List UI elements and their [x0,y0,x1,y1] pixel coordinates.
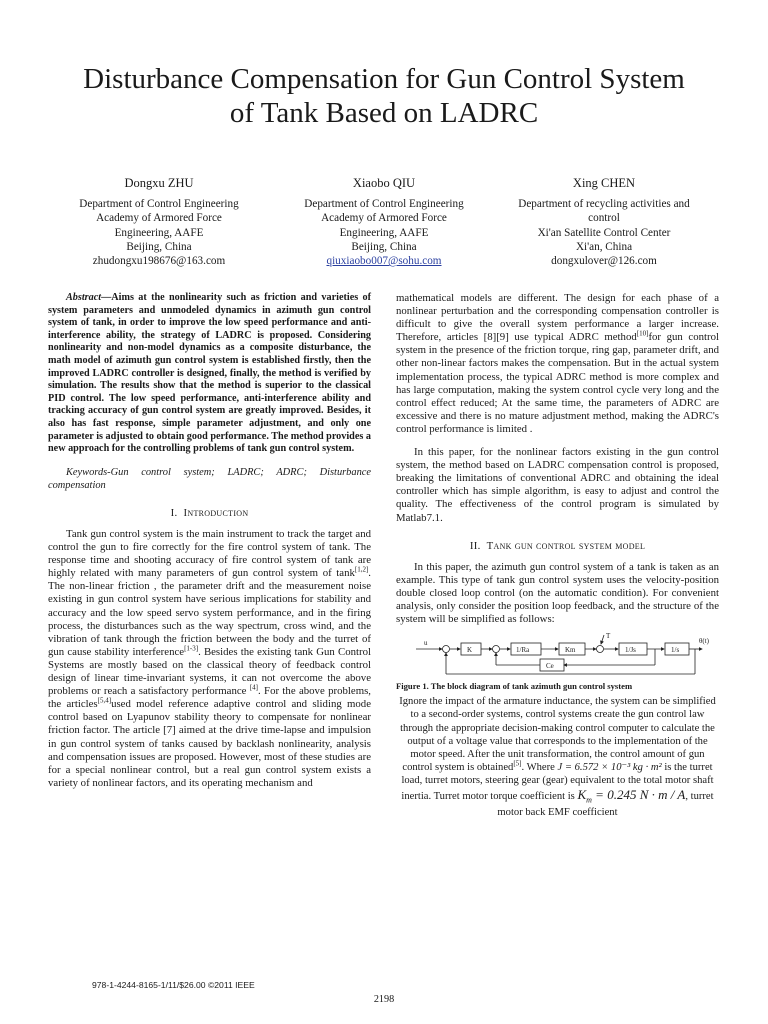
block-label: Km [565,646,576,655]
text-run: for gun control system in the presence of the friction torque, ring gap, parameter drift, and other non-linear factors makes the compensation. But in the actual system implementation process, the typical ADRC method is more complex and has large computation, making the system control cycle very long and the control effect reduced; At the same time, the parameters of ADRC are excessive and there is no mature adjustment method, making the ADRC's control performance is limited . [396,331,719,435]
author-affiliation: Academy of Armored Force [321,212,447,225]
intro-paragraph [48,528,371,790]
text-run: is the turret load, turret motors, steering gear (gear) equivalent to the total motor shaft inertia. Turret motor torque coefficient is [401,762,714,802]
section-number: I. [170,506,178,519]
section-title: Introduction [183,506,249,519]
body-paragraph: In this paper, for the nonlinear factors existing in the gun control system, the method based on LADRC compensation control is proposed, breaking the limitations of conventional ADRC and obtaining the ideal controller which has simple algorithm, is easy to adjust and control the quality. The effectiveness of the control program is simulated by Matlab7.1. [396,446,719,524]
disturbance-label: T [606,632,611,641]
abstract [48,292,371,456]
abstract-text: —Aims at the nonlinearity such as friction and varieties of system parameters and unmodeled dynamics in azimuth gun control system of tank, in order to improve the low speed performance and anti-interference ability, the strategy of LADRC is proposed. Considering nonlinearity and non-model dynamics as a composite disturbance, the math model of azimuth gun control system is established firstly, then the improved LADRC controller is designed, finally, the method is verified by simulation. The results show that the method is superior to the classical PID control. The low speed performance, anti-interference ability and tracking accuracy of gun control system are greatly improved. Besides, it also has fast response, simple parameter adjustment, and only one parameter is adjusted to obtain good performance. The method provides a new approach for the controlling problems of tank gun control system. [48,292,371,455]
math-symbol: K [577,786,587,802]
author-city: Beijing, China [351,240,417,253]
author-affiliation: Department of recycling activities and [518,198,690,211]
summing-junction [493,646,500,653]
copyright-notice: 978-1-4244-8165-1/11/$26.00 ©2011 IEEE [92,980,255,990]
author-affiliation: Department of Control Engineering [79,198,239,211]
block-label: 1/Ra [516,646,530,655]
citation: [5] [513,759,522,768]
figure-caption: Figure 1. The block diagram of tank azimuth gun control system [396,681,633,692]
author-city: Xi'an, China [575,240,633,253]
author-block-1 [44,176,274,268]
block-label: Ce [546,662,554,671]
citation: [4] [249,683,258,692]
citation: [5,4] [97,696,112,705]
block-label: 1/s [671,646,680,655]
citation: [10] [636,329,649,338]
text-run: . The non-linear friction , the parameter drift and the measurement noise existing in gun control system have serious implications for stability and accuracy and the low speed servo system performance, and in the firing process, the disturbances such as the way spectrum, cross wind, and the vibration of tank through the friction between the body and the turret of gun cause stability interference [48,567,371,658]
author-name: Xiaobo QIU [352,176,416,190]
title-line-1: Disturbance Compensation for Gun Control System [83,63,685,95]
author-name: Dongxu ZHU [124,176,194,190]
signal-line [601,635,604,644]
body-paragraph-centered [396,695,719,819]
equation-inertia: J = 6.572 × 10⁻³ kg · m² [557,762,665,774]
author-affiliation: Engineering, AAFE [339,226,429,239]
author-affiliation: Engineering, AAFE [114,226,204,239]
output-label: θ(t) [699,637,709,646]
right-column [396,292,719,820]
block-diagram [396,632,719,676]
text-run: . Where [521,762,558,774]
author-affiliation: Department of Control Engineering [304,198,464,211]
author-affiliation: control [588,212,620,225]
author-email: dongxulover@126.com [551,255,657,268]
math-expression: = 0.245 N · m / A [591,786,686,802]
author-block-2 [269,176,499,268]
author-affiliation: Xi'an Satellite Control Center [537,226,671,239]
author-email-link[interactable]: qiuxiaobo007@sohu.com [326,255,442,268]
paper-title [40,62,728,130]
summing-junction [443,646,450,653]
citation: [1-3] [184,644,199,653]
body-paragraph [396,292,719,436]
input-label: u [424,639,428,648]
section-heading-model [396,540,719,553]
section-number: II. [469,539,481,552]
text-run: Tank gun control system is the main instrument to track the target and control the gun to fire correctly for the fire control system of tank. The response time and shooting accuracy of fire control system of tank are highly related with many parameters of gun control system of tank [48,528,371,580]
body-paragraph: In this paper, the azimuth gun control system of a tank is taken as an example. This type of tank gun control system uses the velocity-position double closed loop control (on the automatic condition). For convenient analysis, only consider the position loop feedback, and the structure of the system will be simplified as follows: [396,560,719,626]
text-run: . For the above problems, the articles [48,685,371,711]
text-run: Ignore the impact of the armature inductance, the system can be simplified to a second-order systems, control systems create the gun control law through the appropriate decision-making control computer to calculate the output of a voltage value that corresponds to the implementation of the motor speed. After the unit transformation, the control amount of gun control system is obtained [399,696,716,774]
author-city: Beijing, China [126,240,192,253]
summing-junction [597,646,604,653]
text-run: mathematical models are different. The design for each phase of a nonlinear perturbation and the corresponding compensation controller is difficult to give the overall system performance a larger increase. Therefore, articles [8][9] use typical ADRC method [396,292,719,344]
left-column [48,292,371,790]
block-diagram-figure [396,632,719,676]
author-block-3 [489,176,719,268]
title-line-2: of Tank Based on LADRC [229,97,539,129]
text-run: . Besides the existing tank Gun Control Systems are mostly based on the classical theory of feedback control design of linear time-invariant systems, it can not overcome the above problems or reach a satisfactory performance [48,645,371,698]
abstract-lead: Abstract [66,292,102,303]
keywords: Keywords-Gun control system; LADRC; ADRC; Disturbance compensation [48,466,371,491]
citation: [1,2] [354,565,369,574]
text-run: , turret motor back EMF coefficient [497,790,714,819]
text-run: used model reference adaptive control and sliding mode control based on Lyapunov stability theory to compensate for nonlinear friction factor. The article [7] aimed at the drive time-lapse and impulsion in gun control system of tanks caused by backlash nonlinearity, analysis and compensation issues are proposed. However, most of these studies are for a special nonlinear control, but a real gun control system exists a variety of nonlinear factors, and its operating mechanism and [48,698,371,789]
block-label: K [467,646,473,655]
section-title: Tank gun control system model [486,539,646,552]
block-label: 1/Js [625,646,636,655]
author-name: Xing CHEN [572,176,636,190]
math-subscript: m [586,795,592,805]
author-affiliation: Academy of Armored Force [96,212,222,225]
section-heading-introduction [48,507,371,520]
author-email: zhudongxu198676@163.com [92,255,226,268]
page-number: 2198 [373,994,395,1005]
equation-torque [577,786,686,805]
